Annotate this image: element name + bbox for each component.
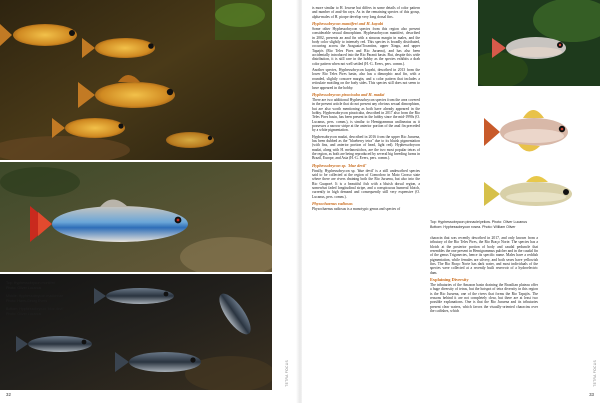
caption-montiferi-credit: Photo: Oliver Lucanus [6,285,42,290]
heading-explaining-diversity: Explaining Diversity [430,277,469,283]
heading-piracicaba-madai: Hyphessobrycon piracicaba and H. madai [312,91,385,97]
col1-p6: Physochaenus radiosus is a monotypic genus and species of [312,207,401,212]
right-page [302,0,600,403]
photo-pinnacle-tetra [478,0,600,86]
col2-p1: characin that was recently described in 2017, and only known from a tributary of the Rio Teles Pires, the Rio Braço Norte. The species has a blotch at the posterior portion of body and caudal peduncle that resembles the one present in Hemigrammus pulcher and in the caudal fin of the genus Trigonectes, hence its specific name. Males have a reddish pigmentation, while females are silvery, and both sexes have yellowish fins. The Rio Braço Norte has dark water, and most individuals of the species were collected at a recently built reservoir of a hydroelectric dam. [430,236,538,275]
caption-group [6,281,66,317]
caption-blue-devil-title: Bottom: Hyphessobrycon 'blue devil' [6,307,64,312]
col1-p2: Another species, Hyphessobrycon kayabi, described in 2013 from the lower Rio Teles Pires basin, also has a dimorphic anal fin, with a rounded, slightly concave margin, and a color pattern that includes a reticulate mottling on the body sides. This species still does not seem to have appeared in the hobby. [312,68,420,90]
caption-madonnae-credit: Photo: Hans-Georg Evers [6,298,48,303]
article-column-2 [430,236,538,316]
heading-blue-devil: Hyphessobrycon sp. 'blue devil' [312,162,367,168]
heading-physochaenus: Physochaenus radiosus [312,201,353,207]
col1-p4: Hyphessobrycon madai, described in 2016 from the upper Rio Juruena, has been dubbed as the "blueberry tetra" due to its bluish pigmentation (with fins, and anterior portion of head, light red). Hyphessobrycon madai, along with H. melanostichos, are the two most popular tetras of the region, as both are being reproduced by several big breeding farms in Brazil, Europe, and Asia (H.-G. Evers, pers. comm.). [312,134,420,161]
caption-montiferi-title: Top: Hyphessobrycon montiferi [6,281,56,285]
col1-p3: There are two additional Hyphessobrycon species from the area covered in the present article that do not present any obvious sexual dimorphism, but are also worth mentioning as both have already appeared in the hobby. Hyphessobrycon piracicaba, described in 2017 also from the Rio Teles Pires basin, has been present in the hobby since the mid-1990s (O. Lucanus, pers. comm.), is similar to Hemigrammus unilineatus as it possesses a narrow stripe at the anterior portion of the anal fin preceded by a white pigmentation. [312,97,420,133]
article-column-1 [312,6,420,213]
right-photo-caption [430,220,600,229]
caption-blue-devil-credit: Photo: Oliver Lucanus [6,311,42,316]
page-number-left-label: 32 [6,392,11,397]
heading-mantiferi-kayabi: Hyphessobrycon mantiferi and H. kayabi [312,21,384,27]
right-caption-bottom: Bottom: Hyphessobrycon rosea. Photo: William Oliver [430,224,516,229]
right-caption-top: Top: Hyphessobrycon pinnacle/yellow. Photo: Oliver Lucanus [430,220,528,224]
col1-p5: Finally, Hyphessobrycon sp. 'blue devil' is a still undescribed species said to be collected at the region of Comodoro in Mato Grosso state where there are rivers draining both the Rio Juruena, but also into the Rio Guaporé. It is a beautiful fish with a bluish dorsal region, a somewhat faded longitudinal stripe, and a conspicuous humeral blotch, currently in high demand and consequently still very expensive (O. Lucanus, pers. comm.). [312,168,420,199]
side-tab-left: TETRA FOCUS [285,360,289,387]
photo-red-tetra [478,96,600,168]
col1-p1: Some other Hyphessobrycon species from this region also present considerable sexual dimorphism. Hyphessobrycon mantiferi, described in 2002, presents an anal fin with a sinuous margin in males, and the body color slightly to intensely red. This species is broadly distributed, occurring across the Araguaia/Tocantins, upper Xingu, and upper Tapajós (Rio Teles Pires and Rio Juruena), and has also been accidentally introduced into the Rio Paraná basin. But, despite this wide distribution, it is still rare in the hobby as the species exhibits a drab color pattern when not well settled (H.-G. Evers, pers. comm.). [312,27,420,66]
page-number-right: 33 [589,392,594,397]
left-page [0,0,298,403]
side-tab-right: TETRA FOCUS [593,360,597,387]
photo-hyphessobrycon-montiferi [0,0,272,160]
photo-hyphessobrycon-madonnae [0,162,272,272]
caption-madonnae-title: Middle: Hyphessobrycon madonnae [6,294,64,299]
col2-p2: The tributaries of the Amazon basin draining the Brazilian plateau offer a huge diversity of tetras, but the hotspot of tetra diversity in this region is the Rio Juruena, one of the rivers that forms the Rio Tapajós. The reasons behind it are not completely clear, but there are at least two possible explanations. One is that the Rio Juruena and its tributaries present clear waters, which favors the visually-oriented characins over the catfishes, which [430,283,538,314]
photo-rosea-tetra [478,170,600,216]
col1-intro: is more similar to H. loweae but differs in some details of color pattern and number of anal-fin rays. As in the remaining species of this group, alpha-males of H. piorpe develop very long dorsal fins. [312,6,420,19]
